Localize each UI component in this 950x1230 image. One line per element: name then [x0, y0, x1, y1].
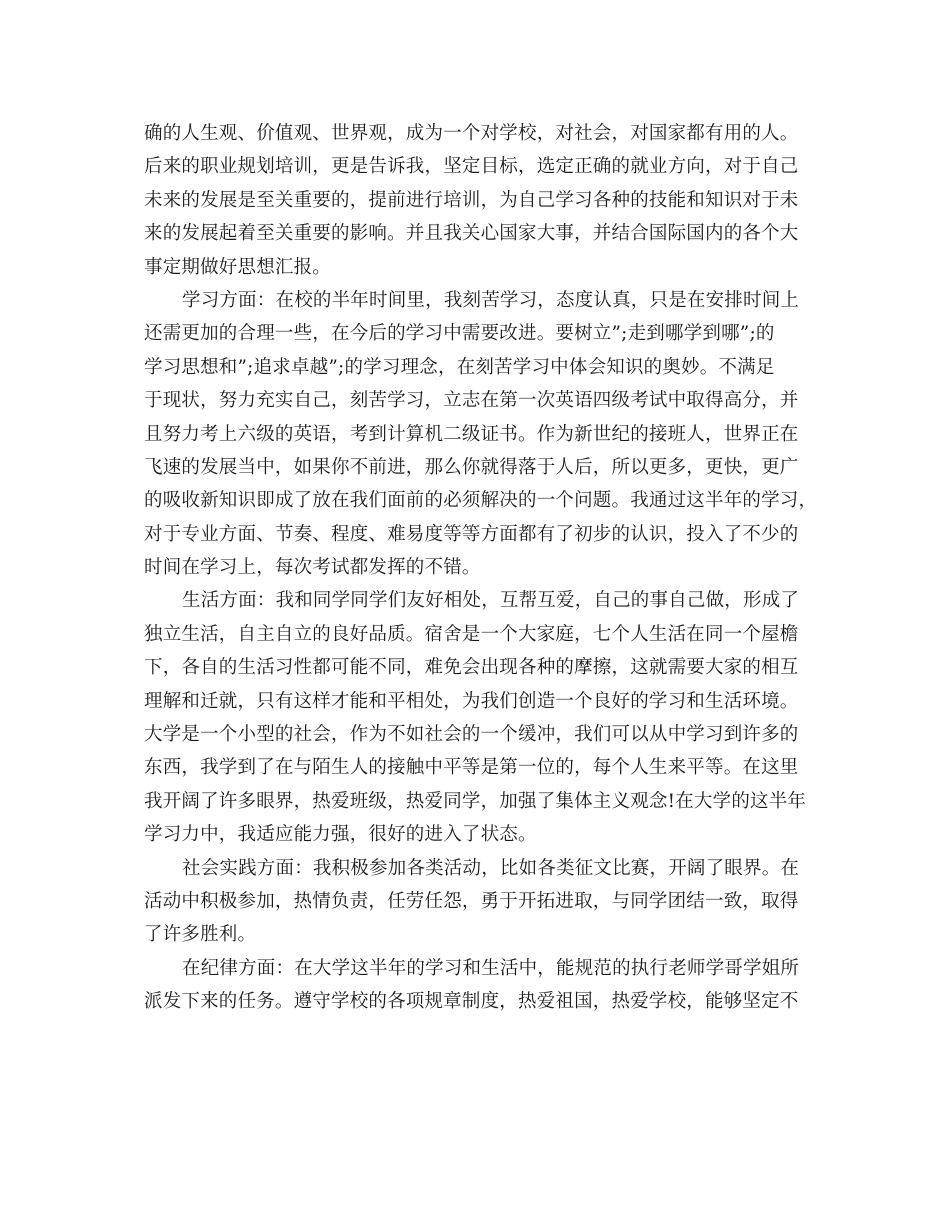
- document-body: [144, 117, 818, 1019]
- text-line: 且努力考上六级的英语，考到计算机二级证书。作为新世纪的接班人，世界正在: [144, 423, 799, 445]
- text-line: 学习思想和”;追求卓越”;的学习理念，在刻苦学习中体会知识的奥妙。不满足: [144, 356, 775, 378]
- paragraph-first-line: 生活方面：我和同学同学们友好相处，互帮互爱，自己的事自己做，形成了: [182, 590, 800, 612]
- text-line: 我开阔了许多眼界，热爱班级，热爱同学，加强了集体主义观念!在大学的这半年: [144, 790, 807, 812]
- text-line: 下，各自的生活习性都可能不同，难免会出现各种的摩擦，这就需要大家的相互: [144, 657, 799, 679]
- text-line: 理解和迁就，只有这样才能和平相处，为我们创造一个良好的学习和生活环境。: [144, 690, 799, 712]
- text-line: 大学是一个小型的社会，作为不如社会的一个缓冲，我们可以从中学习到许多的: [144, 724, 799, 746]
- text-line: 事定期做好思想汇报。: [144, 256, 332, 278]
- paragraph-first-line: 在纪律方面：在大学这半年的学习和生活中，能规范的执行老师学哥学姐所: [182, 957, 800, 979]
- text-line: 确的人生观、价值观、世界观，成为一个对学校，对社会，对国家都有用的人。: [144, 123, 799, 144]
- text-line: 时间在学习上，每次考试都发挥的不错。: [144, 557, 481, 579]
- text-line: 了许多胜利。: [144, 924, 257, 946]
- text-line: 对于专业方面、节奏、程度、难易度等等方面都有了初步的认识，投入了不少的: [144, 523, 799, 545]
- text-line: 独立生活，自主自立的良好品质。宿舍是一个大家庭，七个人生活在同一个屋檐: [144, 623, 799, 645]
- paragraph-first-line: 学习方面：在校的半年时间里，我刻苦学习，态度认真，只是在安排时间上: [182, 289, 800, 311]
- text-line: 的吸收新知识即成了放在我们面前的必须解决的一个问题。我通过这半年的学习，: [144, 490, 818, 512]
- text-line: 后来的职业规划培训，更是告诉我，坚定目标，选定正确的就业方向，对于自己: [144, 156, 799, 178]
- text-line: 来的发展起着至关重要的影响。并且我关心国家大事，并结合国际国内的各个大: [144, 223, 799, 245]
- text-line: 派发下来的任务。遵守学校的各项规章制度，热爱祖国，热爱学校，能够坚定不: [144, 991, 799, 1013]
- text-line: 学习力中，我适应能力强，很好的进入了状态。: [144, 824, 537, 846]
- text-line: 还需更加的合理一些，在今后的学习中需要改进。要树立”;走到哪学到哪”;的: [144, 323, 775, 345]
- text-line: 飞速的发展当中，如果你不前进，那么你就得落于人后，所以更多，更快，更广: [144, 456, 799, 478]
- paragraph-first-line: 社会实践方面：我积极参加各类活动，比如各类征文比赛，开阔了眼界。在: [182, 857, 800, 879]
- text-line: 活动中积极参加，热情负责，任劳任怨，勇于开拓进取，与同学团结一致，取得: [144, 890, 799, 912]
- text-line: 于现状，努力充实自己，刻苦学习，立志在第一次英语四级考试中取得高分，并: [144, 390, 799, 412]
- text-line: 东西，我学到了在与陌生人的接触中平等是第一位的，每个人生来平等。在这里: [144, 757, 799, 779]
- text-line: 未来的发展是至关重要的，提前进行培训，为自己学习各种的技能和知识对于未: [144, 189, 799, 211]
